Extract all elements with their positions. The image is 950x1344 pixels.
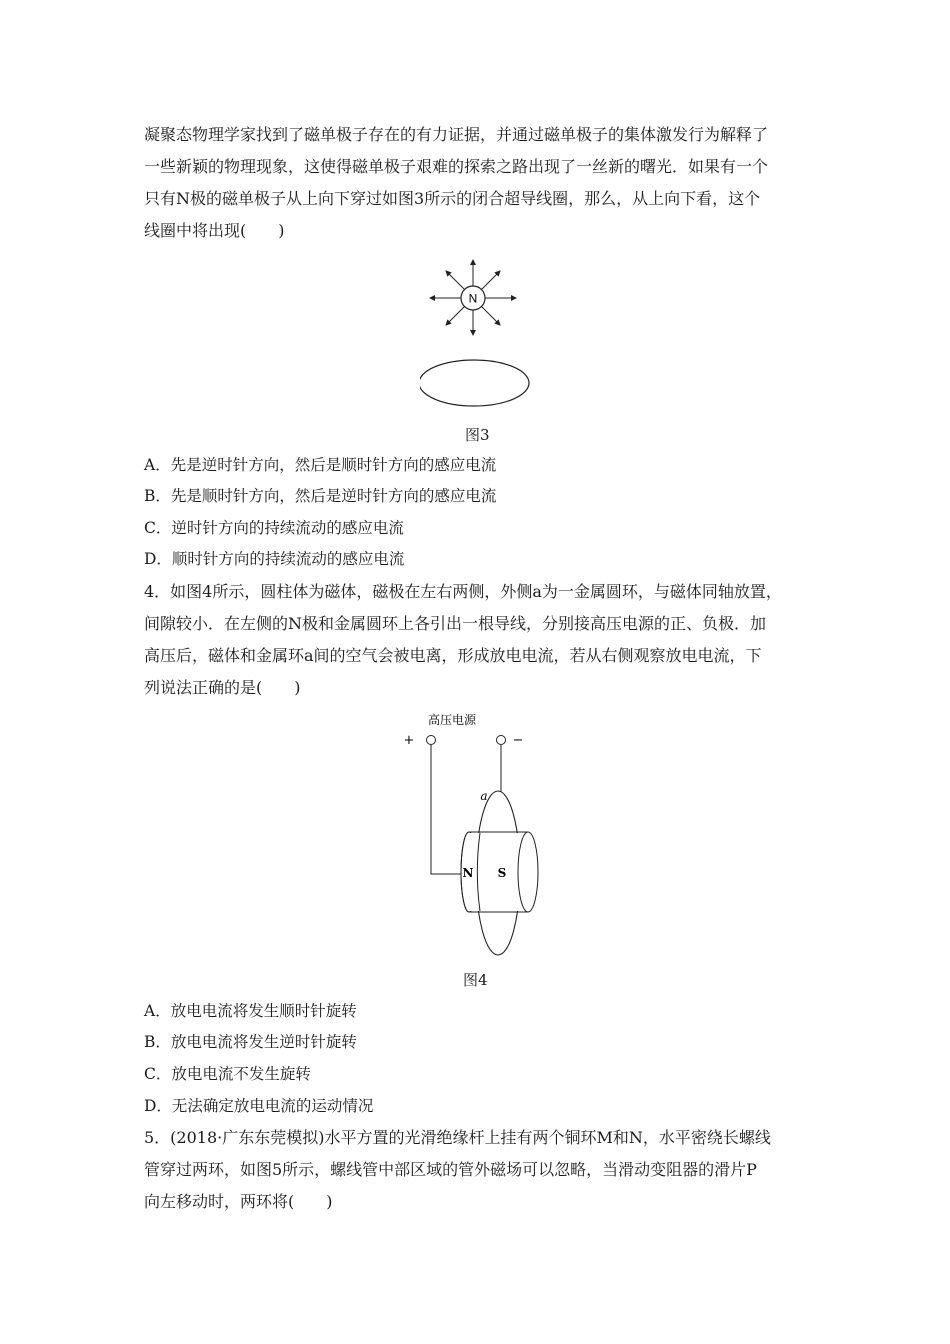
plus-sign: +: [403, 733, 415, 748]
q4-line-3: 高压后，磁体和金属环a间的空气会被电离，形成放电电流，若从右侧观察放电电流，下: [144, 646, 762, 665]
figure-4: [400, 708, 560, 963]
q4-line-2: 间隙较小．在左侧的N极和金属圆环上各引出一根导线，分别接高压电源的正、负极．加: [144, 614, 767, 633]
q4-line-4: 列说法正确的是( ): [144, 678, 301, 697]
n-pole-label: N: [462, 866, 474, 880]
q3-option-a: A．先是逆时针方向，然后是顺时针方向的感应电流: [144, 456, 497, 474]
q3-line-2: 一些新颖的物理现象，这使得磁单极子艰难的探索之路出现了一丝新的曙光．如果有一个: [144, 157, 769, 176]
q4-option-c: C．放电电流不发生旋转: [144, 1065, 311, 1083]
negative-terminal: [497, 736, 506, 745]
superconducting-coil: [420, 360, 529, 406]
q5-line-1: 5．(2018·广东东莞模拟)水平方置的光滑绝缘杆上挂有两个铜环M和N，水平密绕长螺线: [144, 1128, 771, 1147]
q4-option-b: B．放电电流将发生逆时针旋转: [144, 1033, 357, 1051]
minus-sign: −: [512, 733, 524, 748]
positive-wire: [431, 745, 464, 874]
q3-line-1: 凝聚态物理学家找到了磁单极子存在的有力证据，并通过磁单极子的集体激发行为解释了: [144, 125, 769, 144]
positive-terminal: [427, 736, 436, 745]
monopole-label: N: [468, 291, 478, 306]
q4-line-1: 4．如图4所示，圆柱体为磁体，磁极在左右两侧，外侧a为一金属圆环，与磁体同轴放置，: [144, 582, 782, 601]
arrow-down-right: [482, 307, 501, 326]
q3-option-b: B．先是顺时针方向，然后是逆时针方向的感应电流: [144, 487, 497, 505]
power-source-label: 高压电源: [427, 713, 477, 727]
magnet-right-face: [518, 832, 538, 912]
figure-4-caption: 图4: [463, 971, 488, 989]
q3-line-3: 只有N极的磁单极子从上向下穿过如图3所示的闭合超导线圈，那么，从上向下看，这个: [144, 189, 761, 208]
q5-line-3: 向左移动时，两环将( ): [144, 1192, 333, 1211]
q3-option-c: C．逆时针方向的持续流动的感应电流: [144, 519, 404, 537]
q4-option-d: D．无法确定放电电流的运动情况: [144, 1097, 374, 1115]
arrow-up-right: [482, 271, 501, 290]
arrow-down-left: [446, 307, 465, 326]
q4-option-a: A．放电电流将发生顺时针旋转: [144, 1002, 357, 1020]
ring-label: a: [480, 789, 488, 803]
q3-line-4: 线圈中将出现( ): [144, 221, 285, 240]
figure-3: [420, 255, 540, 415]
figure-3-caption: 图3: [465, 426, 490, 444]
q5-line-2: 管穿过两环，如图5所示，螺线管中部区域的管外磁场可以忽略，当滑动变阻器的滑片P: [144, 1160, 757, 1179]
s-pole-label: S: [497, 866, 507, 880]
arrow-up-left: [446, 271, 465, 290]
q3-option-d: D．顺时针方向的持续流动的感应电流: [144, 550, 405, 568]
